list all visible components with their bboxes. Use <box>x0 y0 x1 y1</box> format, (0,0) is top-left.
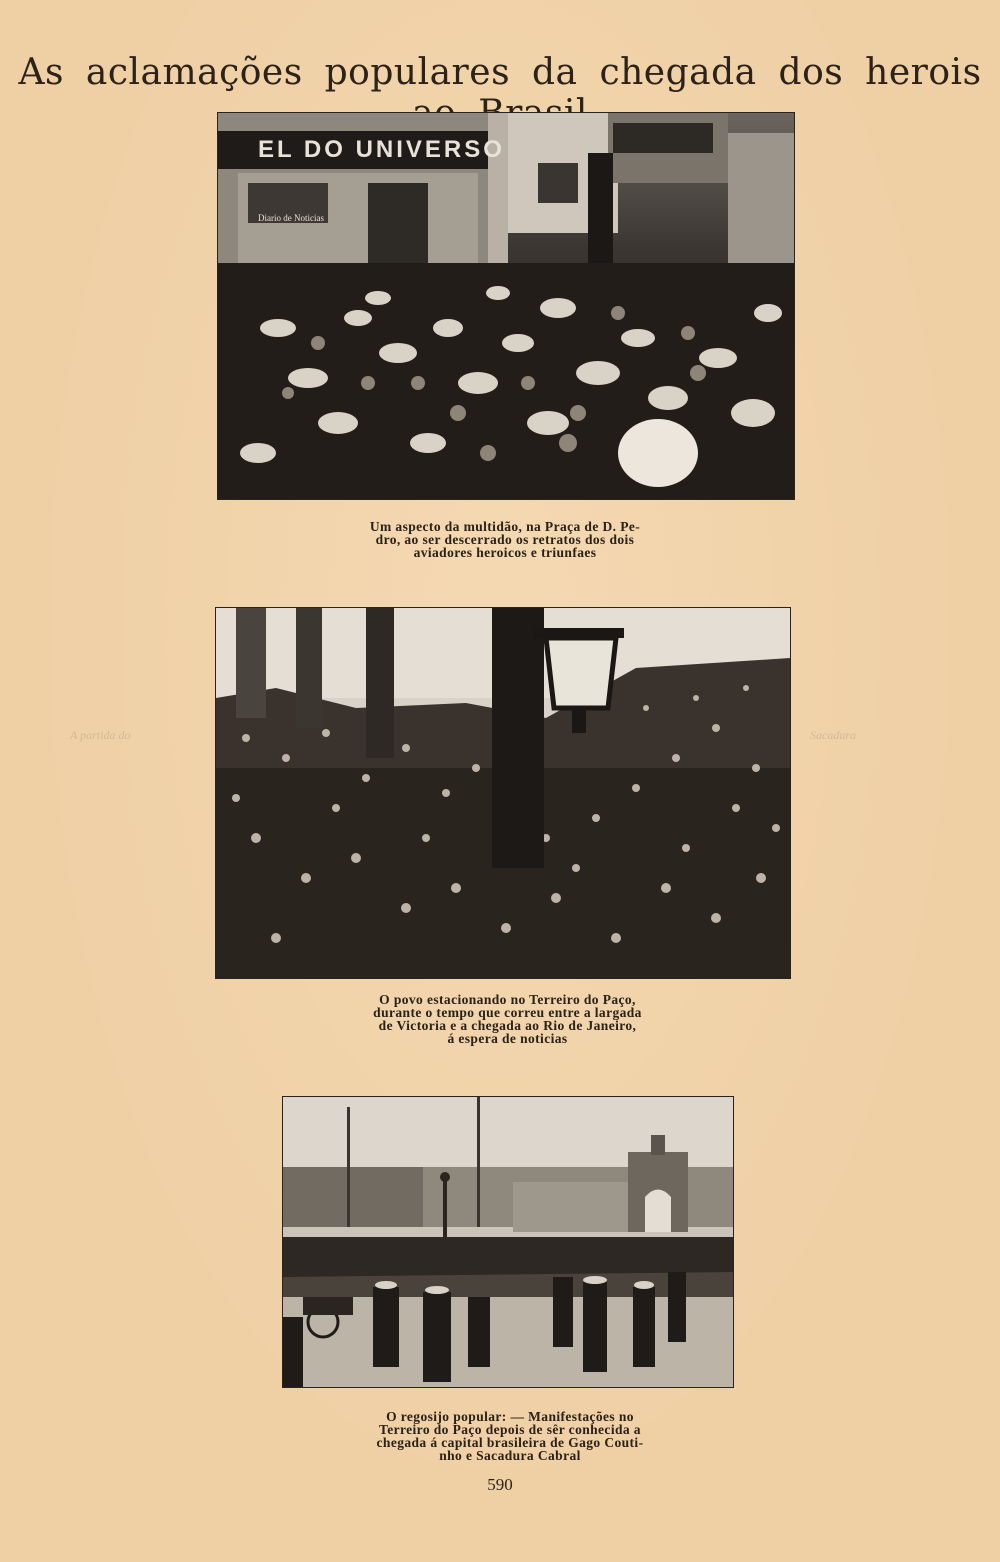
caption-photo-2 <box>315 993 700 1045</box>
photo-regosijo-terreiro-do-paco <box>282 1096 734 1388</box>
caption-photo-1 <box>320 520 690 559</box>
caption-line: O regosijo popular: — Manifestações no <box>386 1409 634 1424</box>
caption-line: O povo estacionando no Terreiro do Paço, <box>379 992 636 1007</box>
sign-universo: EL DO UNIVERSO <box>258 136 505 163</box>
photo-crowd-terreiro-do-paco <box>215 607 791 979</box>
crowd-photo-2-illustration <box>216 608 790 978</box>
caption-line: dro, ao ser descerrado os retratos dos dois <box>375 532 635 547</box>
caption-line: durante o tempo que correu entre a largada <box>373 1005 642 1020</box>
sign-diario: Diario de Noticias <box>258 213 324 223</box>
caption-line: de Victoria e a chegada ao Rio de Janeiro, <box>378 1018 637 1033</box>
square-photo-3-illustration <box>283 1097 733 1387</box>
bleed-through-left: A partida do <box>70 728 131 742</box>
caption-photo-3 <box>330 1410 690 1462</box>
page-title: As aclamações populares da chegada dos herois <box>18 52 982 93</box>
caption-line: á espera de noticias <box>447 1031 568 1046</box>
crowd-photo-1-illustration <box>218 113 794 499</box>
caption-line: aviadores heroicos e triunfaes <box>413 545 597 560</box>
caption-line: Um aspecto da multidão, na Praça de D. Pe- <box>369 519 641 534</box>
caption-line: nho e Sacadura Cabral <box>439 1448 581 1463</box>
photo-crowd-praca-d-pedro <box>217 112 795 500</box>
bleed-through-right: Sacadura <box>810 728 856 742</box>
caption-line: Terreiro do Paço depois de sêr conhecida a <box>379 1422 641 1437</box>
caption-line: chegada á capital brasileira de Gago Couti- <box>376 1435 644 1450</box>
page-number: 590 <box>487 1475 513 1494</box>
